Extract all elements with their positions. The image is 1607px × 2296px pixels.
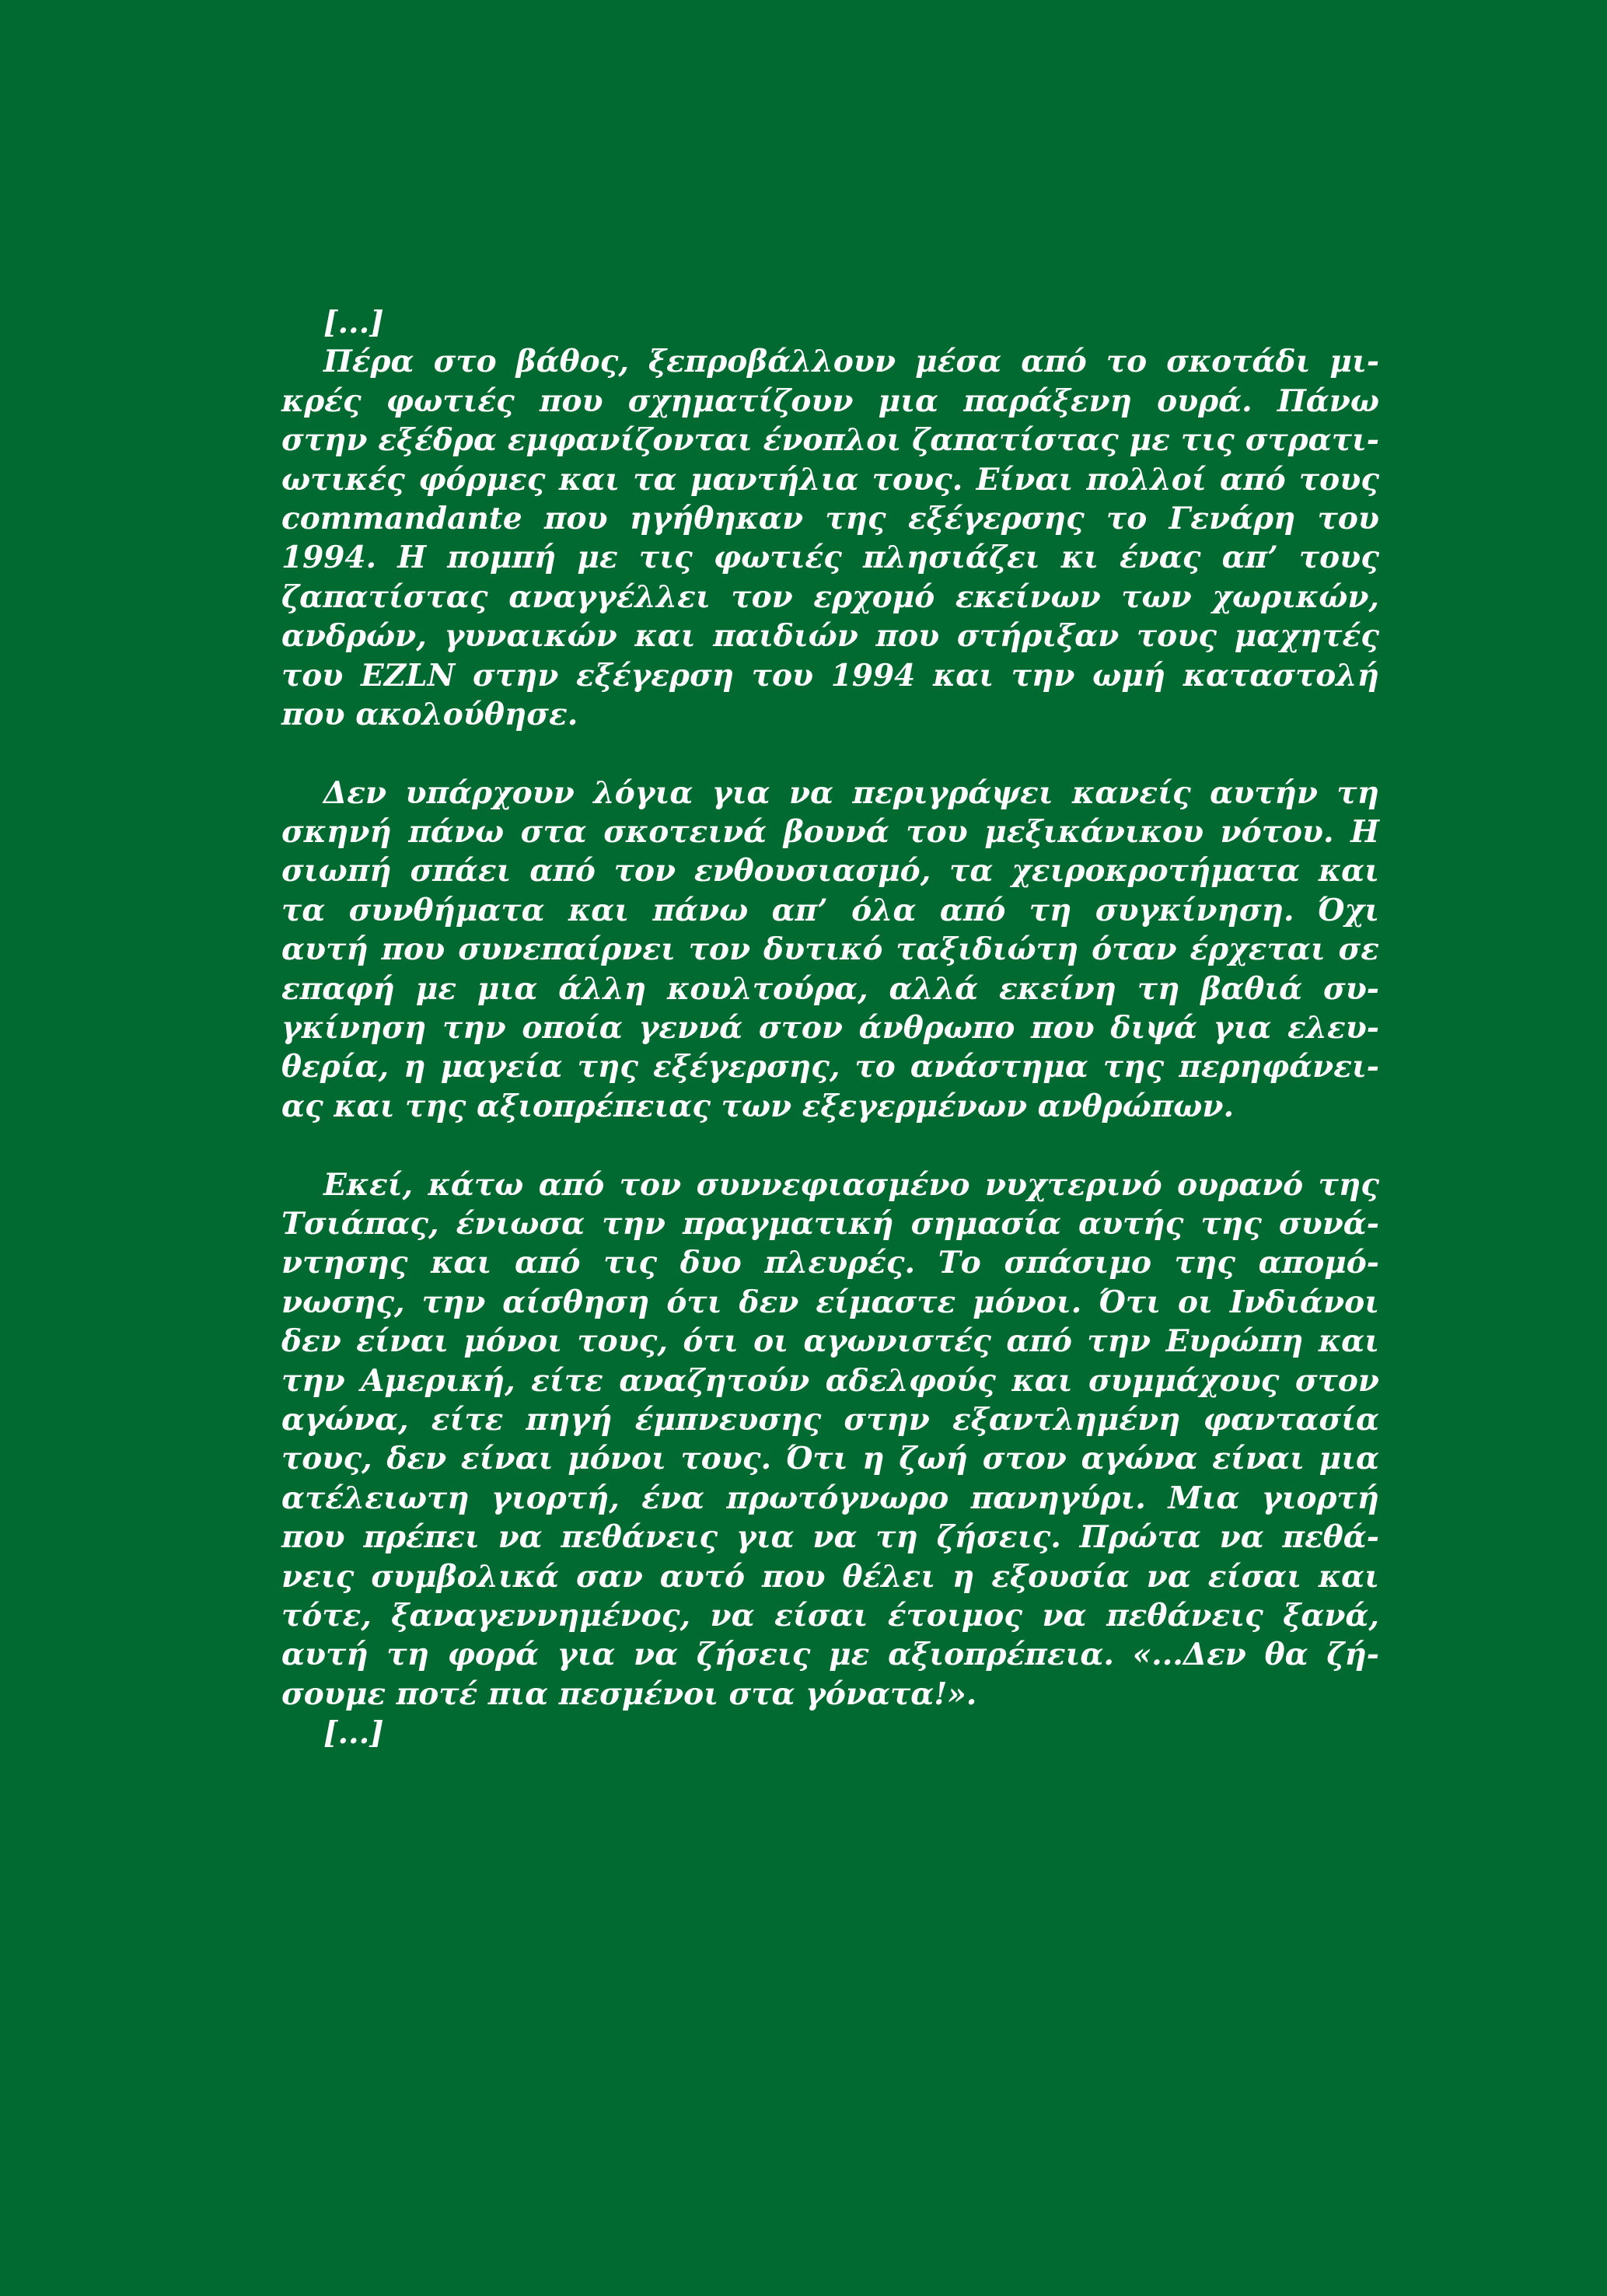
paragraph-3-line-10: που πρέπει να πεθάνεις για να τη ζήσεις. Πρώτα να πεθά- <box>281 1519 1379 1556</box>
paragraph-spacer <box>281 734 1379 773</box>
paragraph-1-line-9: του EZLN στην εξέγερση του 1994 και την ωμή καταστολή <box>281 657 1379 694</box>
paragraph-2-line-8: θερία, η μαγεία της εξέγερσης, το ανάστημα της περηφάνει- <box>281 1049 1379 1085</box>
paragraph-2-line-7: γκίνηση την οποία γεννά στον άνθρωπο που διψά για ελευ- <box>281 1010 1379 1047</box>
paragraph-2-line-6: επαφή με μια άλλη κουλτούρα, αλλά εκείνη τη βαθιά συ- <box>281 970 1379 1007</box>
paragraph-3-line-11: νεις συμβολικά σαν αυτό που θέλει η εξουσία να είσαι και <box>281 1558 1379 1595</box>
paragraph-3-line-2: Τσιάπας, ένιωσα την πραγματική σημασία αυτής της συνά- <box>281 1205 1379 1242</box>
paragraph-3-line-9: ατέλειωτη γιορτή, ένα πρωτόγνωρο πανηγύρι. Μια γιορτή <box>281 1480 1379 1516</box>
paragraph-3-line-7: αγώνα, είτε πηγή έμπνευσης στην εξαντλημένη φαντασία <box>281 1401 1379 1438</box>
paragraph-1-line-2: κρές φωτιές που σχηματίζουν μια παράξενη ουρά. Πάνω <box>281 383 1379 419</box>
ellipsis-open: [...] <box>323 305 384 341</box>
paragraph-1-line-10: που ακολούθησε. <box>281 696 578 732</box>
paragraph-1-line-8: ανδρών, γυναικών και παιδιών που στήριξαν τους μαχητές <box>281 618 1379 655</box>
paragraph-2-line-4: τα συνθήματα και πάνω απ’ όλα από τη συγκίνηση. Όχι <box>281 892 1379 928</box>
paragraph-1-line-4: ωτικές φόρμες και τα μαντήλια τους. Είναι πολλοί από τους <box>281 461 1379 498</box>
body-text <box>281 303 1379 1753</box>
paragraph-1-line-6: 1994. Η πομπή με τις φωτιές πλησιάζει κι ένας απ’ τους <box>281 540 1379 576</box>
paragraph-3-line-1: Εκεί, κάτω από τον συννεφιασμένο νυχτερινό ουρανό της <box>323 1166 1379 1203</box>
paragraph-1-line-1: Πέρα στο βάθος, ξεπροβάλλουν μέσα από το σκοτάδι μι- <box>323 344 1379 380</box>
paragraph-2-line-9: ας και της αξιοπρέπειας των εξεγερμένων ανθρώπων. <box>281 1088 1235 1124</box>
paragraph-3-line-6: την Αμερική, είτε αναζητούν αδελφούς και συμμάχους στον <box>281 1362 1379 1399</box>
paragraph-1-line-7: ζαπατίστας αναγγέλλει τον ερχομό εκείνων των χωρικών, <box>281 578 1379 615</box>
paragraph-3-line-14: σουμε ποτέ πια πεσμένοι στα γόνατα!». <box>281 1676 977 1712</box>
paragraph-2-line-3: σιωπή σπάει από τον ενθουσιασμό, τα χειροκροτήματα και <box>281 853 1379 889</box>
paragraph-3-line-12: τότε, ξαναγεννημένος, να είσαι έτοιμος να πεθάνεις ξανά, <box>281 1597 1379 1634</box>
paragraph-3-line-8: τους, δεν είναι μόνοι τους. Ότι η ζωή στον αγώνα είναι μια <box>281 1441 1379 1477</box>
paragraph-spacer <box>281 1126 1379 1165</box>
paragraph-2-line-5: αυτή που συνεπαίρνει τον δυτικό ταξιδιώτη όταν έρχεται σε <box>281 931 1379 968</box>
paragraph-3-line-4: νωσης, την αίσθηση ότι δεν είμαστε μόνοι. Ότι οι Ινδιάνοι <box>281 1284 1379 1320</box>
ellipsis-close: [...] <box>323 1715 384 1752</box>
paragraph-2-line-2: σκηνή πάνω στα σκοτεινά βουνά του μεξικάνικου νότου. Η <box>281 814 1379 851</box>
paragraph-3-line-5: δεν είναι μόνοι τους, ότι οι αγωνιστές από την Ευρώπη και <box>281 1323 1379 1360</box>
paragraph-2-line-1: Δεν υπάρχουν λόγια για να περιγράψει κανείς αυτήν τη <box>323 774 1379 811</box>
paragraph-3-line-3: ντησης και από τις δυο πλευρές. Το σπάσιμο της απομό- <box>281 1245 1379 1281</box>
paragraph-1-line-5: commandante που ηγήθηκαν της εξέγερσης το Γενάρη του <box>281 500 1379 536</box>
paragraph-1-line-3: στην εξέδρα εμφανίζονται ένοπλοι ζαπατίστας με τις στρατι- <box>281 422 1379 459</box>
paragraph-3-line-13: αυτή τη φορά για να ζήσεις με αξιοπρέπεια. «...Δεν θα ζή- <box>281 1637 1379 1673</box>
